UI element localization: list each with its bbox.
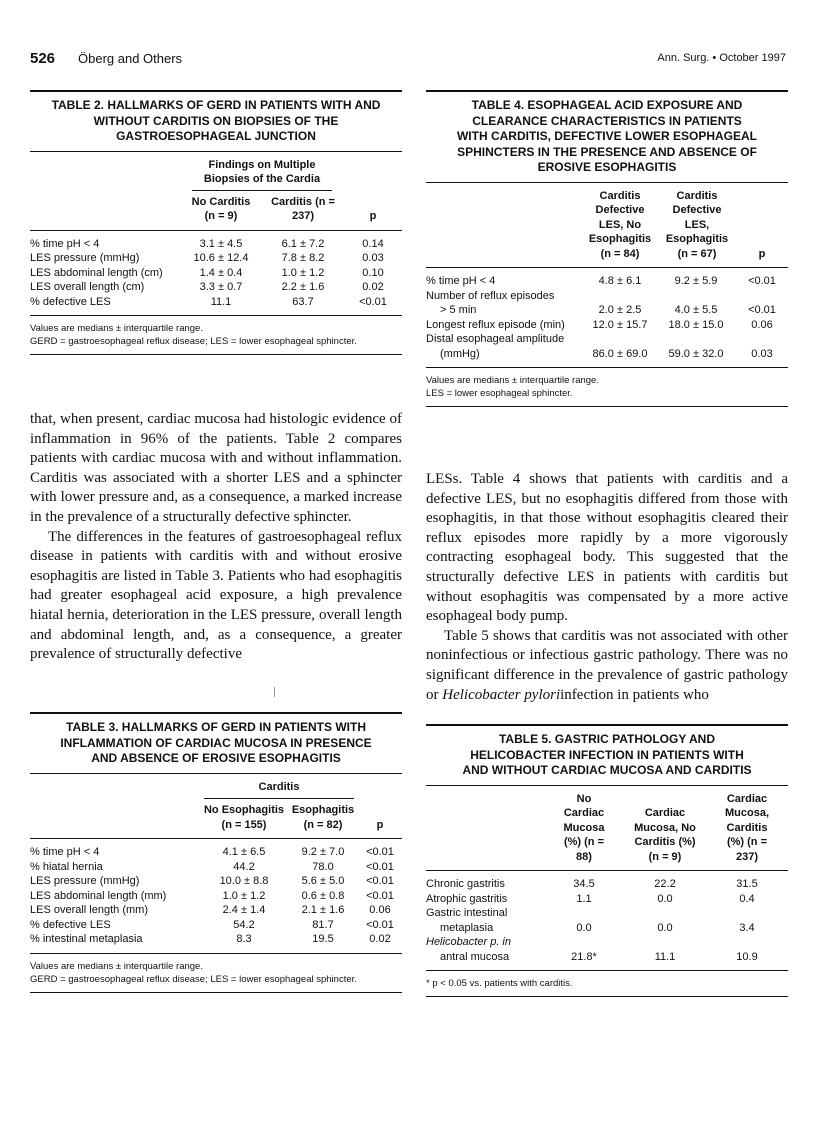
table-5-col-carditis: Cardiac Mucosa, Carditis (%) (n = 237) bbox=[724, 792, 769, 863]
table-3-group-header: Carditis bbox=[200, 774, 358, 800]
cell-value: 0.0 bbox=[657, 921, 673, 934]
row-label: Gastric intestinal bbox=[426, 907, 508, 919]
row-label: Distal esophageal amplitude bbox=[426, 333, 565, 345]
cell-value: 34.5 bbox=[573, 878, 595, 890]
cell-value bbox=[736, 332, 788, 347]
cell-value bbox=[624, 935, 706, 950]
table-2-grid bbox=[30, 152, 402, 310]
row-label: LES abdominal length (mm) bbox=[30, 889, 167, 902]
row-label: Atrophic gastritis bbox=[426, 892, 508, 905]
cell-value: <0.01 bbox=[748, 304, 776, 316]
cell-value: 2.0 ± 2.5 bbox=[598, 304, 642, 316]
table-2-col-no-carditis: No Carditis (n = 9) bbox=[191, 195, 251, 222]
table-2-notes: Values are medians ± interquartile range. GERD = gastroesophageal reflux disease; LES = lower esophageal sphincter. bbox=[30, 315, 402, 354]
table-2-col-carditis: Carditis (n = 237) bbox=[271, 195, 335, 222]
table-4-title: TABLE 4. ESOPHAGEAL ACID EXPOSURE AND CLEARANCE CHARACTERISTICS IN PATIENTS WITH CARDITIS, DEFECTIVE LOWER ESOPHAGEAL SPHINCTERS IN THE PRESENCE AND ABSENCE OF EROSIVE ESOPHAGITIS bbox=[456, 98, 757, 174]
cell-value: 18.0 ± 15.0 bbox=[668, 318, 724, 331]
cell-value: 86.0 ± 69.0 bbox=[592, 347, 648, 360]
cell-value: 10.9 bbox=[736, 950, 758, 963]
table-4-col-p: p bbox=[758, 247, 766, 260]
table-3-col-esophagitis: Esophagitis (n = 82) bbox=[291, 804, 355, 831]
table-row bbox=[30, 874, 402, 889]
cell-value: 0.03 bbox=[362, 252, 384, 264]
table-row bbox=[426, 950, 788, 965]
cell-value: 0.0 bbox=[657, 892, 673, 905]
table-row bbox=[426, 318, 788, 333]
right-column-text bbox=[426, 470, 788, 705]
table-4-grid bbox=[426, 183, 788, 362]
table-3-notes: Values are medians ± interquartile range. GERD = gastroesophageal reflux disease; LES = lower esophageal sphincter. bbox=[30, 953, 402, 992]
table-row bbox=[30, 251, 402, 266]
cell-value: 59.0 ± 32.0 bbox=[668, 347, 724, 360]
cell-value: 11.1 bbox=[654, 950, 676, 963]
cell-value: 1.0 ± 1.2 bbox=[222, 889, 266, 902]
row-label: LES overall length (cm) bbox=[30, 281, 145, 293]
cell-value: 0.06 bbox=[751, 318, 773, 331]
row-label: Number of reflux episodes bbox=[426, 289, 555, 302]
row-label: Chronic gastritis bbox=[426, 878, 505, 890]
cell-value: 2.2 ± 1.6 bbox=[281, 281, 325, 293]
cell-value: 11.1 bbox=[210, 295, 232, 308]
cell-value: 3.4 bbox=[739, 921, 755, 934]
table-row bbox=[30, 845, 402, 860]
table-4-notes: Values are medians ± interquartile range. LES = lower esophageal sphincter. bbox=[426, 367, 788, 406]
left-column-text bbox=[30, 410, 402, 665]
cell-value: 0.02 bbox=[369, 933, 391, 945]
cell-value: 9.2 ± 7.0 bbox=[301, 846, 345, 858]
table-row bbox=[30, 237, 402, 252]
table-row bbox=[30, 280, 402, 295]
paragraph: that, when present, cardiac mucosa had histologic evidence of inflammation in 96% of the patients. Table 2 compares patients with cardiac mucosa with and without inflammation. Carditis was associated with a shorter LES and a sphincter with lower pressure and, as a consequence, a marked increase in the prevalence of a structurally defective sphincter. bbox=[30, 411, 402, 525]
cell-value bbox=[706, 935, 788, 950]
table-4 bbox=[426, 90, 788, 407]
row-label: (mmHg) bbox=[440, 347, 480, 360]
table-3-title: TABLE 3. HALLMARKS OF GERD IN PATIENTS WITH INFLAMMATION OF CARDIAC MUCOSA IN PRESENCE AND ABSENCE OF EROSIVE ESOPHAGITIS bbox=[60, 720, 372, 765]
cell-value: 0.6 ± 0.8 bbox=[301, 889, 345, 902]
cell-value: 4.1 ± 6.5 bbox=[222, 846, 266, 858]
cell-value: 10.6 ± 12.4 bbox=[193, 252, 249, 264]
table-row bbox=[426, 274, 788, 289]
cell-value: 54.2 bbox=[233, 918, 255, 931]
cell-value: 2.4 ± 1.4 bbox=[222, 904, 266, 916]
table-row bbox=[30, 295, 402, 310]
row-label: LES pressure (mmHg) bbox=[30, 252, 140, 264]
running-authors: Öberg and Others bbox=[78, 51, 183, 66]
cell-value: 8.3 bbox=[236, 933, 252, 945]
table-row bbox=[426, 935, 788, 950]
table-3-col-p: p bbox=[376, 818, 384, 831]
row-label: % intestinal metaplasia bbox=[30, 933, 143, 945]
cell-value: 0.03 bbox=[751, 347, 773, 360]
table-3 bbox=[30, 712, 402, 993]
table-3-grid bbox=[30, 774, 402, 947]
table-5 bbox=[426, 724, 788, 997]
table-row bbox=[426, 877, 788, 892]
cell-value bbox=[584, 332, 656, 347]
row-label: % time pH < 4 bbox=[30, 237, 100, 250]
table-row bbox=[426, 347, 788, 362]
cell-value: 4.0 ± 5.5 bbox=[674, 304, 718, 316]
cell-value: 0.10 bbox=[362, 266, 384, 279]
column-marker bbox=[274, 687, 275, 697]
table-row bbox=[30, 932, 402, 947]
page-header bbox=[30, 50, 786, 70]
cell-value bbox=[584, 289, 656, 304]
cell-value: 0.0 bbox=[576, 921, 592, 934]
cell-value: 1.4 ± 0.4 bbox=[199, 266, 243, 279]
row-label: % time pH < 4 bbox=[30, 846, 100, 858]
cell-value: 3.1 ± 4.5 bbox=[199, 237, 243, 250]
cell-value bbox=[656, 332, 736, 347]
table-row bbox=[30, 918, 402, 933]
cell-value: 21.8* bbox=[571, 950, 597, 963]
cell-value: 31.5 bbox=[736, 878, 758, 890]
cell-value: <0.01 bbox=[366, 875, 394, 887]
row-label: LES pressure (mmHg) bbox=[30, 875, 140, 887]
cell-value: 5.6 ± 5.0 bbox=[301, 875, 345, 887]
cell-value: 0.4 bbox=[739, 892, 755, 905]
row-label: LES abdominal length (cm) bbox=[30, 266, 163, 279]
table-5-title: TABLE 5. GASTRIC PATHOLOGY AND HELICOBACTER INFECTION IN PATIENTS WITH AND WITHOUT CARDIAC MUCOSA AND CARDITIS bbox=[462, 732, 752, 777]
page-number: 526 bbox=[30, 50, 56, 67]
table-row bbox=[30, 889, 402, 904]
table-4-col-esophagitis: Carditis Defective LES, Esophagitis (n = 67) bbox=[665, 189, 729, 260]
cell-value: 7.8 ± 8.2 bbox=[281, 252, 325, 264]
table-5-grid bbox=[426, 786, 788, 965]
cell-value: 2.1 ± 1.6 bbox=[301, 904, 345, 916]
cell-value: 44.2 bbox=[233, 860, 255, 873]
table-2-title: TABLE 2. HALLMARKS OF GERD IN PATIENTS WITH AND WITHOUT CARDITIS ON BIOPSIES OF THE GASTROESOPHAGEAL JUNCTION bbox=[51, 98, 381, 143]
cell-value: <0.01 bbox=[366, 860, 394, 873]
cell-value: 0.02 bbox=[362, 281, 384, 293]
cell-value: <0.01 bbox=[366, 918, 394, 931]
cell-value: 22.2 bbox=[654, 878, 676, 890]
row-label: LES overall length (mm) bbox=[30, 904, 148, 916]
cell-value: <0.01 bbox=[748, 275, 776, 287]
paragraph: The differences in the features of gastroesophageal reflux disease in patients with carditis with and without erosive esophagitis are listed in Table 3. Patients who had esophagitis had greater esophageal acid exposure, a high prevalence hiatal hernia, deterioration in the LES pressure, overall length and abdominal length, and, as a consequence, a greater prevalence of structurally defective bbox=[30, 528, 402, 663]
table-2-group-header: Findings on Multiple Biopsies of the Cardia bbox=[180, 152, 344, 191]
cell-value bbox=[544, 935, 624, 950]
table-row bbox=[426, 892, 788, 907]
table-5-col-no-cardiac-mucosa: No Cardiac Mucosa (%) (n = 88) bbox=[563, 792, 605, 863]
row-label: % defective LES bbox=[30, 918, 111, 931]
table-row bbox=[426, 921, 788, 936]
table-row bbox=[426, 303, 788, 318]
cell-value bbox=[656, 289, 736, 304]
cell-value bbox=[706, 906, 788, 921]
row-label: % hiatal hernia bbox=[30, 860, 103, 873]
cell-value bbox=[624, 906, 706, 921]
table-5-notes: * p < 0.05 vs. patients with carditis. bbox=[426, 970, 788, 996]
table-5-col-no-carditis: Cardiac Mucosa, No Carditis (%) (n = 9) bbox=[634, 807, 696, 863]
paragraph: Table 5 shows that carditis was not associated with other noninfectious or infectious gastric pathology. There was no significant difference in the prevalence of gastric pathology or Helicobacter pyloriinfection in patients who bbox=[426, 627, 788, 703]
journal-citation: Ann. Surg. • October 1997 bbox=[657, 52, 786, 64]
cell-value: 78.0 bbox=[312, 860, 334, 873]
paragraph: LESs. Table 4 shows that patients with carditis and a defective LES, but no esophagitis differed from those with esophagitis, in that those without esophagitis cleared their reflux episodes more rapidly by a more vigorously contracting esophageal body. This suggested that the structurally defective LES in patients with carditis but without esophagitis was compensated by a more active esophageal body pump. bbox=[426, 471, 788, 625]
cell-value: 9.2 ± 5.9 bbox=[674, 275, 718, 287]
row-label: Helicobacter p. in bbox=[426, 936, 511, 948]
cell-value: 0.14 bbox=[362, 237, 384, 250]
row-label: % defective LES bbox=[30, 295, 111, 308]
cell-value: 10.0 ± 8.8 bbox=[219, 875, 269, 887]
row-label: % time pH < 4 bbox=[426, 275, 496, 287]
cell-value: 12.0 ± 15.7 bbox=[592, 318, 648, 331]
cell-value: 0.06 bbox=[369, 904, 391, 916]
table-row bbox=[426, 906, 788, 921]
table-row bbox=[30, 903, 402, 918]
cell-value: 1.1 bbox=[576, 892, 592, 905]
cell-value bbox=[544, 906, 624, 921]
cell-value: 6.1 ± 7.2 bbox=[281, 237, 325, 250]
cell-value: 81.7 bbox=[312, 918, 334, 931]
table-row bbox=[30, 266, 402, 281]
row-label: antral mucosa bbox=[440, 950, 510, 963]
cell-value: <0.01 bbox=[359, 295, 387, 308]
table-2-col-p: p bbox=[369, 210, 377, 222]
table-2 bbox=[30, 90, 402, 355]
table-4-col-no-esophagitis: Carditis Defective LES, No Esophagitis (n = 84) bbox=[588, 189, 652, 260]
cell-value: 3.3 ± 0.7 bbox=[199, 281, 243, 293]
row-label: > 5 min bbox=[440, 304, 477, 316]
cell-value: 63.7 bbox=[292, 295, 314, 308]
table-3-col-no-esophagitis: No Esophagitis (n = 155) bbox=[203, 804, 285, 831]
table-row bbox=[30, 860, 402, 875]
row-label: metaplasia bbox=[440, 921, 494, 934]
cell-value: 19.5 bbox=[312, 933, 334, 945]
cell-value: <0.01 bbox=[366, 846, 394, 858]
cell-value: <0.01 bbox=[366, 889, 394, 902]
cell-value bbox=[736, 289, 788, 304]
cell-value: 1.0 ± 1.2 bbox=[281, 266, 325, 279]
row-label: Longest reflux episode (min) bbox=[426, 318, 565, 331]
table-row bbox=[426, 289, 788, 304]
cell-value: 4.8 ± 6.1 bbox=[598, 275, 642, 287]
table-row bbox=[426, 332, 788, 347]
